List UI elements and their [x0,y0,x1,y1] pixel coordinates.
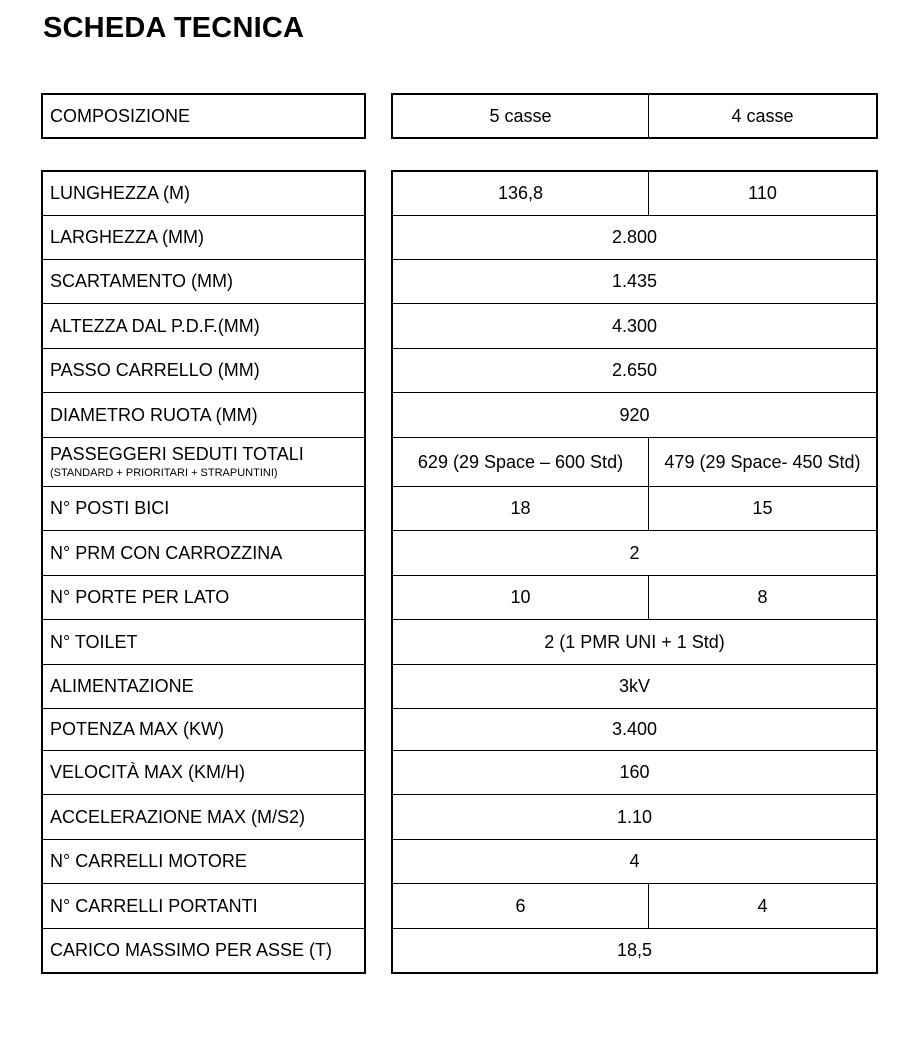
spec-value-row [393,620,876,665]
spec-label-wrap [50,405,258,426]
spec-label-wrap [50,498,169,519]
spec-value-row [393,929,876,974]
spec-value-row [393,795,876,840]
spec-label-wrap [50,719,224,740]
spec-label-row [43,709,364,751]
spec-value-row [393,840,876,884]
spec-value-row [393,576,876,620]
spec-label-row [43,884,364,929]
spec-value-4-casse: 110 [748,183,777,203]
spec-label-row [43,487,364,531]
spec-label: ALIMENTAZIONE [50,676,194,696]
spec-label-wrap [50,851,247,872]
spec-value: 3.400 [611,719,658,739]
spec-label-row [43,349,364,393]
spec-value: 3kV [618,676,651,696]
spec-label-row [43,840,364,884]
spec-value: 2.650 [611,360,658,380]
spec-value-row [393,349,876,393]
spec-label-wrap [50,543,282,564]
spec-label-row [43,751,364,795]
spec-value: 920 [619,404,650,425]
spec-value-row [393,531,876,576]
spec-value-4-casse: 4 [757,895,768,916]
spec-label: N° CARRELLI MOTORE [50,851,247,871]
spec-value-5-casse: 18 [393,487,649,530]
spec-value: 4 [629,851,640,871]
spec-value-4-casse: 479 (29 Space- 450 Std) [664,451,861,472]
spec-label-wrap [50,271,233,292]
spec-value-4-casse: 15 [752,498,773,518]
composition-value-table [391,93,878,139]
spec-value-row [393,487,876,531]
spec-label-wrap [50,807,305,828]
spec-label-wrap [50,632,138,653]
spec-label-wrap [50,227,204,248]
spec-label-wrap [50,762,245,783]
spec-value-row [393,751,876,795]
spec-value: 2.800 [611,227,658,247]
spec-label: PASSO CARRELLO (MM) [50,360,260,380]
spec-label: POTENZA MAX (KW) [50,719,225,739]
spec-label: LARGHEZZA (MM) [50,227,205,247]
spec-label-row [43,795,364,840]
spec-label-table [41,170,366,974]
spec-value-row [393,884,876,929]
spec-label-wrap [50,316,260,337]
spec-value-5-casse: 10 [393,576,649,619]
composition-col-a: 5 casse [393,95,649,137]
spec-sublabel: (STANDARD + PRIORITARI + STRAPUNTINI) [50,467,278,479]
spec-label-row [43,170,364,216]
spec-label-row [43,929,364,974]
composition-label-table [41,93,366,139]
spec-label: N° CARRELLI PORTANTI [50,895,258,916]
spec-value-4-casse: 8 [757,587,768,607]
composition-label: COMPOSIZIONE [50,105,191,126]
spec-value-row [393,216,876,260]
spec-value-5-casse: 6 [393,884,649,928]
spec-value-5-casse: 629 (29 Space – 600 Std) [393,438,649,486]
spec-value-row [393,170,876,216]
spec-value-row [393,438,876,487]
spec-label-row [43,438,364,487]
spec-value: 1.435 [611,271,658,291]
spec-value: 4.300 [611,315,658,336]
spec-label: DIAMETRO RUOTA (MM) [50,404,258,425]
spec-value-table [391,170,878,974]
spec-value-row [393,709,876,751]
spec-value: 2 [629,542,640,563]
spec-value-5-casse: 136,8 [393,172,649,215]
spec-value: 160 [619,762,650,782]
spec-value-row [393,393,876,438]
spec-label: N° PRM CON CARROZZINA [50,542,283,563]
composition-col-b: 4 casse [731,105,794,126]
spec-label: PASSEGGERI SEDUTI TOTALI [50,444,304,464]
spec-label: ALTEZZA DAL P.D.F.(MM) [50,315,260,336]
spec-label-wrap [50,940,332,961]
spec-label-row [43,304,364,349]
spec-value-row [393,665,876,709]
spec-label-row [43,620,364,665]
spec-value: 2 (1 PMR UNI + 1 Std) [544,631,725,652]
spec-label-row [43,531,364,576]
spec-value: 1.10 [616,806,653,827]
spec-label: ACCELERAZIONE MAX (M/S2) [50,806,306,827]
spec-label-wrap [50,676,194,697]
spec-label-row [43,576,364,620]
spec-label-wrap [50,183,190,204]
spec-label-wrap [50,587,229,608]
spec-label: N° POSTI BICI [50,498,170,518]
spec-label: VELOCITÀ MAX (KM/H) [50,762,246,782]
spec-value: 18,5 [616,940,653,960]
spec-label-row [43,665,364,709]
spec-label: LUNGHEZZA (M) [50,183,191,203]
spec-label-wrap [50,360,260,381]
spec-label-row [43,216,364,260]
spec-label: CARICO MASSIMO PER ASSE (T) [50,940,333,960]
spec-label-row [43,260,364,304]
spec-label-wrap [50,444,304,480]
spec-label: N° PORTE PER LATO [50,587,230,607]
spec-label-row [43,393,364,438]
spec-label: N° TOILET [50,631,138,652]
spec-value-row [393,304,876,349]
spec-value-row [393,260,876,304]
spec-label-wrap [50,896,258,917]
composition-label-row [43,93,364,139]
composition-value-row [393,93,876,139]
page-title: SCHEDA TECNICA [43,12,305,44]
spec-label: SCARTAMENTO (MM) [50,271,233,291]
